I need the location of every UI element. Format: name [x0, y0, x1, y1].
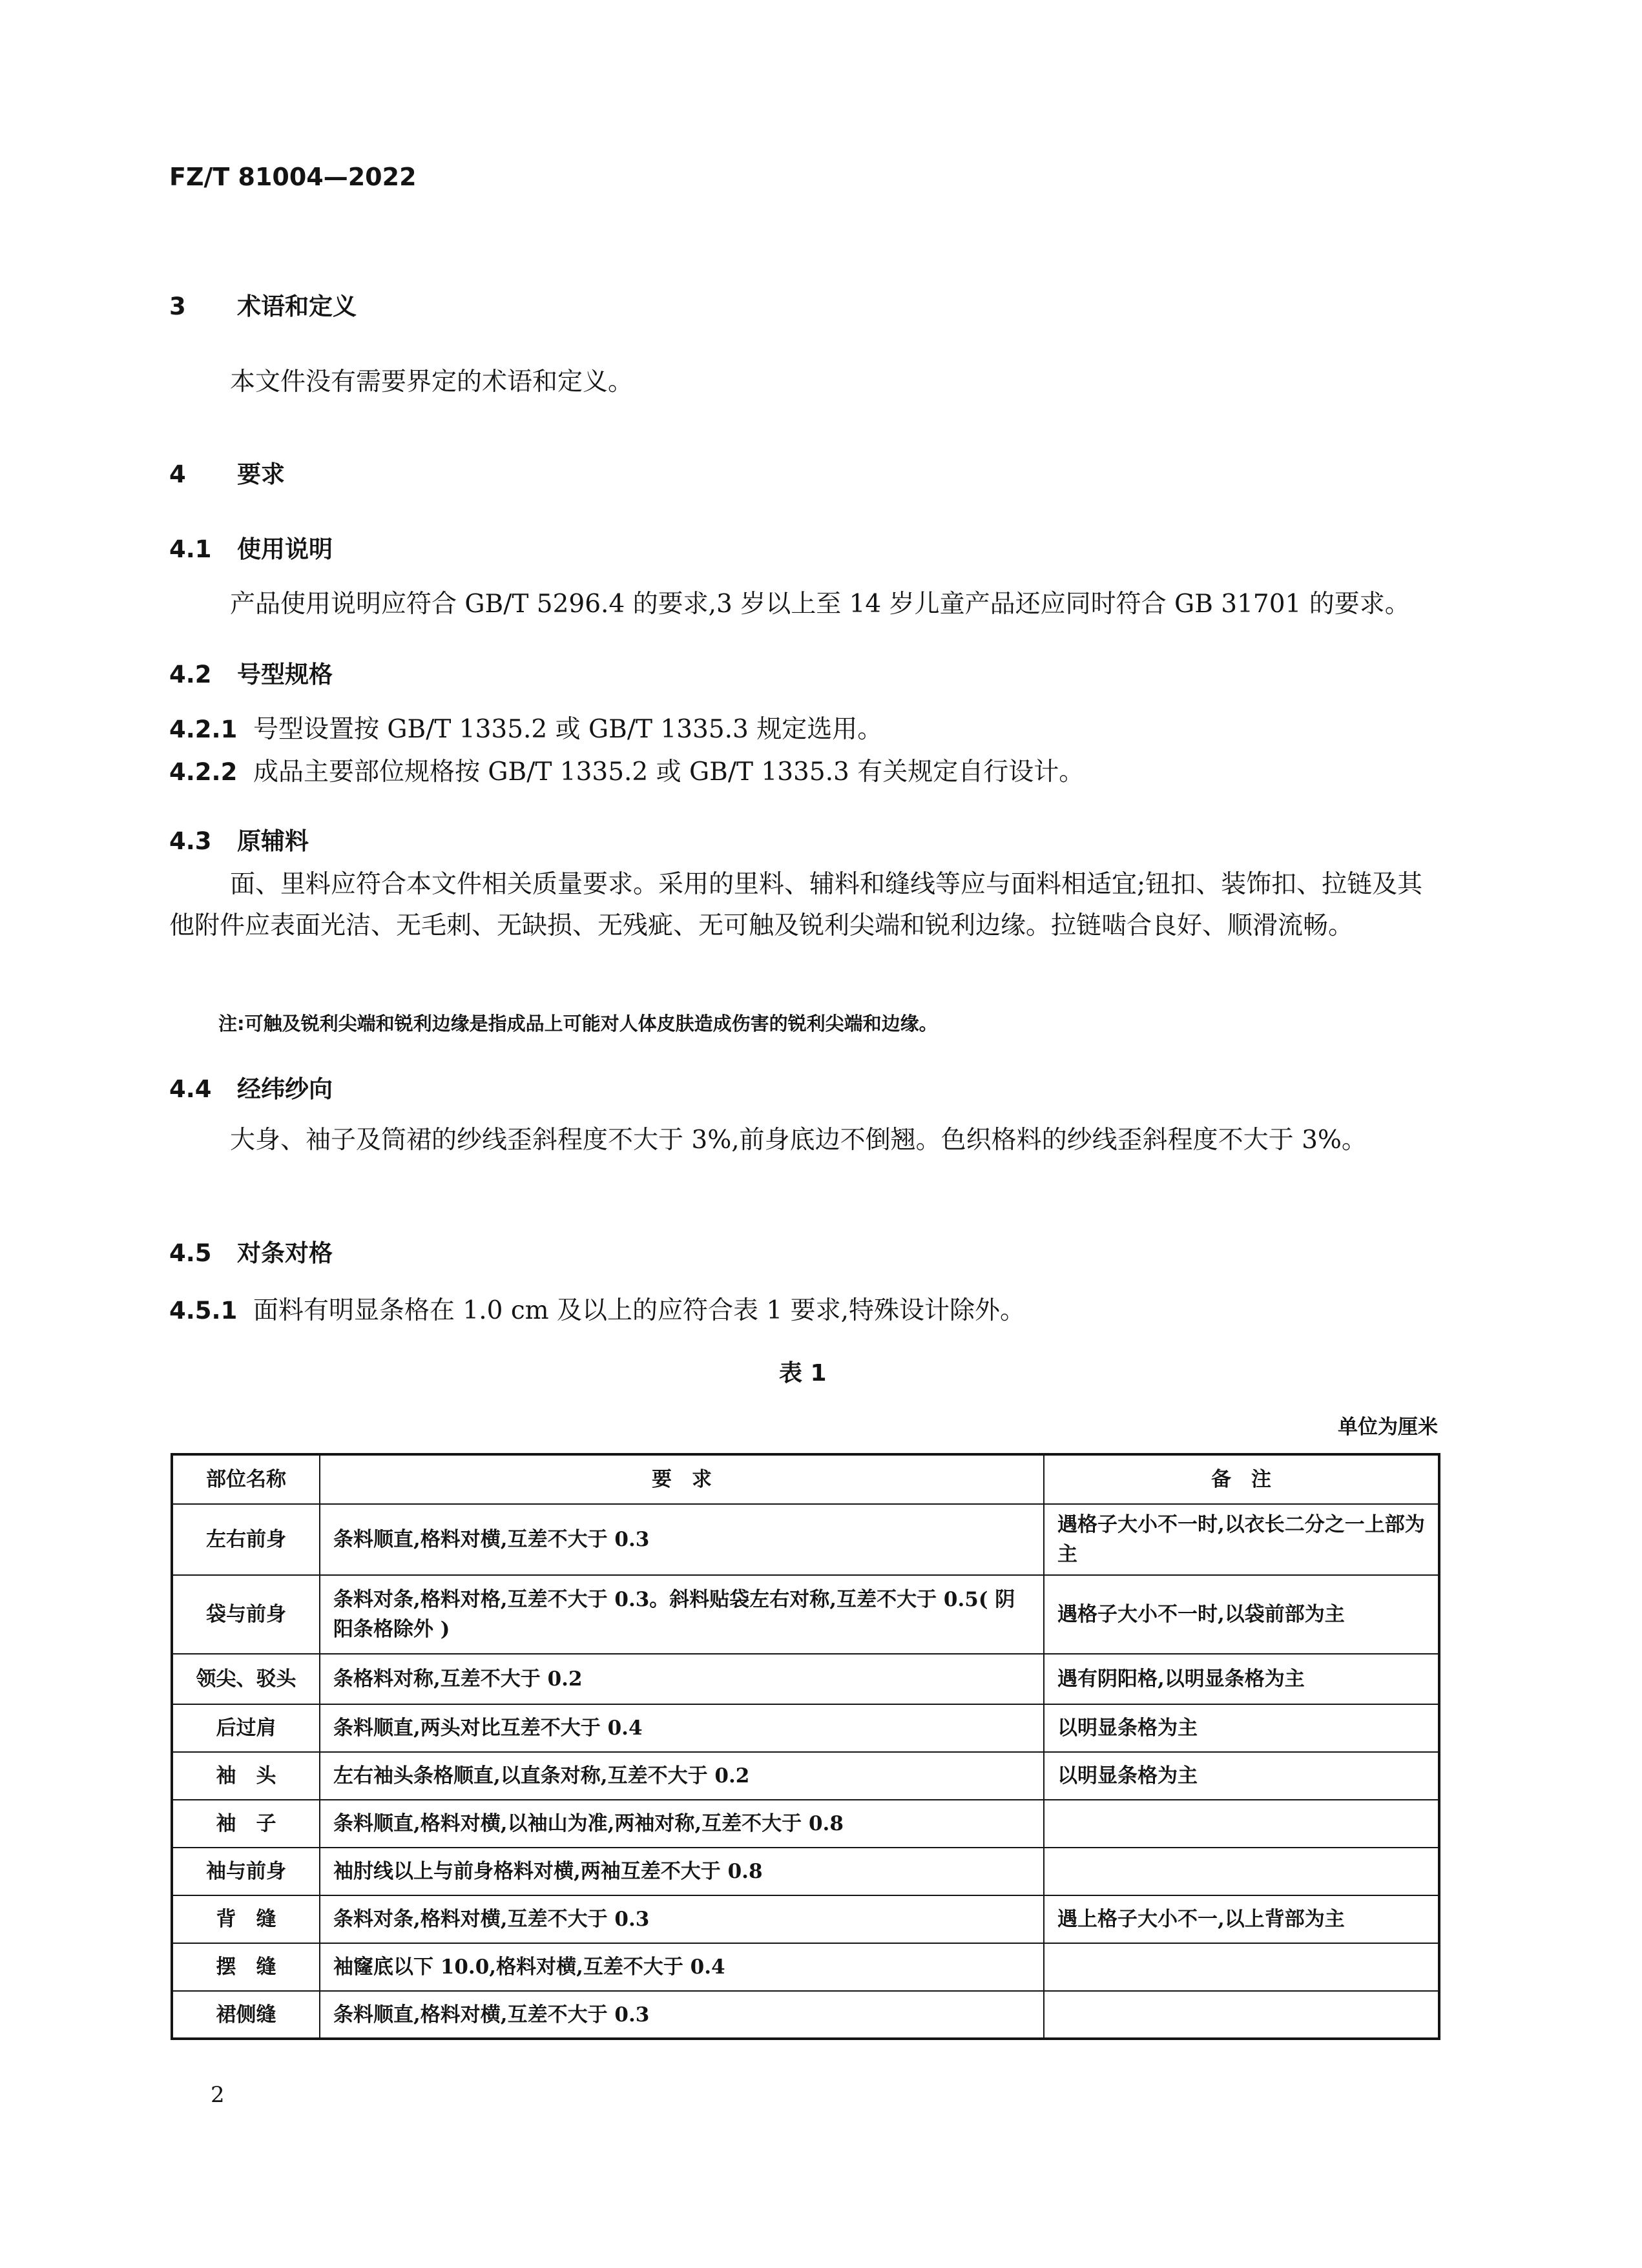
- clause-number: 4.2.2: [169, 758, 238, 786]
- table-row: [172, 1575, 1439, 1654]
- table-row: [172, 1895, 1439, 1943]
- section-title: 原辅料: [237, 827, 309, 855]
- table-row: [172, 1991, 1439, 2039]
- cell-requirement: 左右袖头条格顺直,以直条对称,互差不大于 0.2: [320, 1752, 1044, 1800]
- clause-number: 4.5.1: [169, 1297, 238, 1325]
- section-3-heading: [169, 287, 357, 322]
- cell-requirement: 条格料对称,互差不大于 0.2: [320, 1654, 1044, 1704]
- cell-remark: 遇格子大小不一时,以袋前部为主: [1044, 1575, 1439, 1654]
- cell-requirement: 条料顺直,格料对横,以袖山为准,两袖对称,互差不大于 0.8: [320, 1800, 1044, 1848]
- header-part: 部位名称: [172, 1454, 320, 1504]
- cell-part: 袖 头: [172, 1752, 320, 1800]
- cell-requirement: 条料顺直,格料对横,互差不大于 0.3: [320, 1504, 1044, 1575]
- clause-4-5-1: [169, 1290, 1025, 1332]
- cell-part: 领尖、驳头: [172, 1654, 320, 1704]
- table-row: [172, 1704, 1439, 1752]
- cell-part: 袖与前身: [172, 1848, 320, 1895]
- table-unit: 单位为厘米: [1338, 1416, 1438, 1439]
- table-row: [172, 1800, 1439, 1848]
- section-title: 经纬纱向: [237, 1075, 333, 1103]
- cell-part: 背 缝: [172, 1895, 320, 1943]
- cell-requirement: 条料顺直,两头对比互差不大于 0.4: [320, 1704, 1044, 1752]
- cell-requirement: 袖窿底以下 10.0,格料对横,互差不大于 0.4: [320, 1943, 1044, 1991]
- table-row: [172, 1752, 1439, 1800]
- table-row: [172, 1943, 1439, 1991]
- table-row: [172, 1654, 1439, 1704]
- section-number: 4.3: [169, 827, 212, 855]
- section-4-4-body: 大身、袖子及筒裙的纱线歪斜程度不大于 3%,前身底边不倒翘。色织格料的纱线歪斜程度不大于 3%。: [230, 1126, 1367, 1155]
- clause-4-2-1: [169, 709, 882, 750]
- cell-part: 后过肩: [172, 1704, 320, 1752]
- section-number: 4.2: [169, 661, 212, 688]
- cell-remark: 以明显条格为主: [1044, 1752, 1439, 1800]
- section-number: 3: [169, 293, 186, 320]
- cell-part: 摆 缝: [172, 1943, 320, 1991]
- section-number: 4.1: [169, 535, 212, 563]
- cell-remark: [1044, 1991, 1439, 2039]
- table-row: [172, 1504, 1439, 1575]
- section-4-3-note: 注:可触及锐利尖端和锐利边缘是指成品上可能对人体皮肤造成伤害的锐利尖端和边缘。: [218, 1013, 938, 1035]
- check-alignment-table: [171, 1453, 1440, 2040]
- cell-remark: 遇格子大小不一时,以衣长二分之一上部为主: [1044, 1504, 1439, 1575]
- cell-remark: [1044, 1848, 1439, 1895]
- section-4-1-body: 产品使用说明应符合 GB/T 5296.4 的要求,3 岁以上至 14 岁儿童产品还应同时符合 GB 31701 的要求。: [230, 590, 1410, 619]
- section-4-2-heading: [169, 655, 333, 690]
- cell-requirement: 条料对条,格料对横,互差不大于 0.3: [320, 1895, 1044, 1943]
- clause-text: 号型设置按 GB/T 1335.2 或 GB/T 1335.3 规定选用。: [253, 715, 883, 744]
- section-title: 术语和定义: [237, 293, 357, 320]
- section-title: 号型规格: [237, 661, 333, 688]
- section-4-3-body: 面、里料应符合本文件相关质量要求。采用的里料、辅料和缝线等应与面料相适宜;钮扣、装饰扣、拉链及其他附件应表面光洁、无毛刺、无缺损、无残疵、无可触及锐利尖端和锐利边缘。拉链啮合良好、顺滑流畅。: [169, 870, 1423, 940]
- clause-text: 面料有明显条格在 1.0 cm 及以上的应符合表 1 要求,特殊设计除外。: [253, 1296, 1026, 1325]
- cell-part: 袖 子: [172, 1800, 320, 1848]
- clause-number: 4.2.1: [169, 716, 238, 743]
- section-4-1-heading: [169, 530, 333, 564]
- cell-remark: 遇上格子大小不一,以上背部为主: [1044, 1895, 1439, 1943]
- section-3-body: 本文件没有需要界定的术语和定义。: [230, 367, 634, 397]
- cell-requirement: 条料对条,格料对格,互差不大于 0.3。斜料贴袋左右对称,互差不大于 0.5( 阴阳条格除外 ): [320, 1575, 1044, 1654]
- section-number: 4.4: [169, 1075, 212, 1103]
- table-header-row: [172, 1454, 1439, 1504]
- cell-remark: [1044, 1943, 1439, 1991]
- page-number: 2: [211, 2082, 225, 2108]
- section-title: 要求: [237, 460, 285, 488]
- cell-part: 袋与前身: [172, 1575, 320, 1654]
- cell-remark: 遇有阴阳格,以明显条格为主: [1044, 1654, 1439, 1704]
- section-title: 对条对格: [237, 1239, 333, 1267]
- table-caption: 表 1: [779, 1360, 827, 1387]
- cell-part: 裙侧缝: [172, 1991, 320, 2039]
- cell-requirement: 条料顺直,格料对横,互差不大于 0.3: [320, 1991, 1044, 2039]
- clause-text: 成品主要部位规格按 GB/T 1335.2 或 GB/T 1335.3 有关规定自行设计。: [253, 758, 1085, 787]
- section-4-5-heading: [169, 1233, 333, 1268]
- table-row: [172, 1848, 1439, 1895]
- cell-requirement: 袖肘线以上与前身格料对横,两袖互差不大于 0.8: [320, 1848, 1044, 1895]
- section-title: 使用说明: [237, 535, 333, 563]
- cell-part: 左右前身: [172, 1504, 320, 1575]
- cell-remark: 以明显条格为主: [1044, 1704, 1439, 1752]
- section-number: 4.5: [169, 1239, 212, 1267]
- cell-remark: [1044, 1800, 1439, 1848]
- section-4-heading: [169, 455, 285, 490]
- header-remark: 备 注: [1044, 1454, 1439, 1504]
- clause-4-2-2: [169, 752, 1084, 793]
- section-4-3-heading: [169, 821, 309, 856]
- section-number: 4: [169, 460, 186, 488]
- header-requirement: 要 求: [320, 1454, 1044, 1504]
- document-id: FZ/T 81004—2022: [169, 163, 417, 191]
- section-4-4-heading: [169, 1069, 333, 1104]
